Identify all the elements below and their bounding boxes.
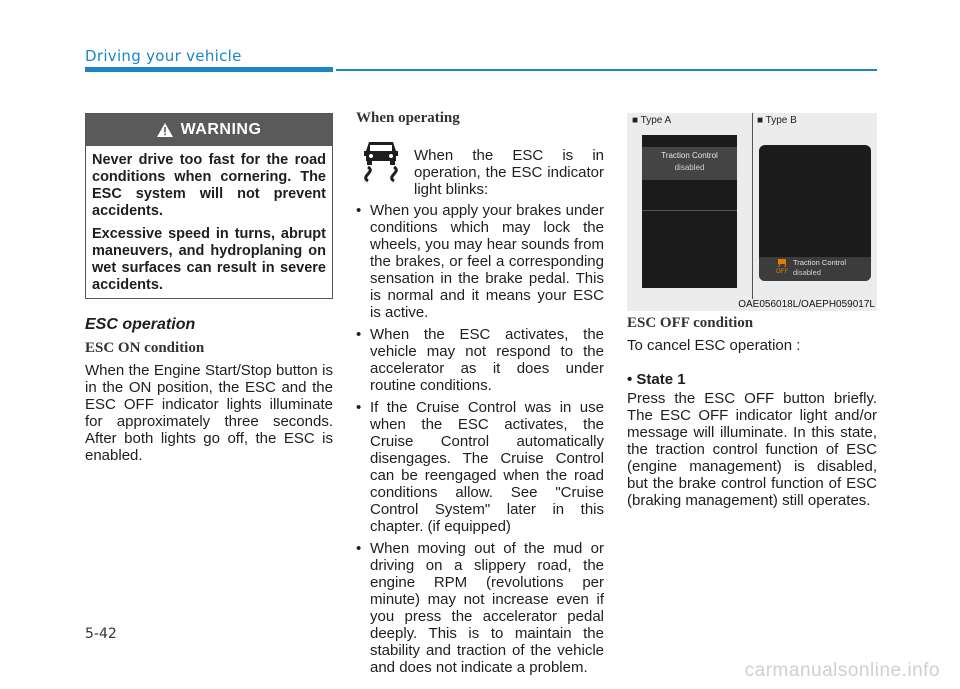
screen-a-message: Traction Control bbox=[661, 151, 718, 160]
warning-box bbox=[85, 113, 333, 299]
screen-b-message: Traction Control bbox=[793, 258, 847, 267]
column-esc-operation bbox=[85, 316, 333, 464]
screen-b-status: disabled bbox=[793, 268, 821, 277]
screen-a-status: disabled bbox=[674, 163, 705, 172]
section-header-title: Driving your vehicle bbox=[85, 47, 242, 65]
subheading-esc-off: ESC OFF condition bbox=[627, 315, 754, 331]
esc-off-intro: To cancel ESC operation : bbox=[627, 337, 801, 354]
state-label: • State 1 bbox=[627, 371, 686, 388]
esc-on-paragraph: When the Engine Start/Stop button is in the ON position, the ESC and the ESC OFF indicator lights illuminate for approximately three seconds. After both lights go off, the ESC is enabled. bbox=[85, 362, 333, 464]
when-operating-list bbox=[356, 202, 604, 676]
subheading-when-operating: When operating bbox=[356, 110, 460, 126]
warning-title: WARNING bbox=[180, 121, 262, 138]
cluster-screen-type-a bbox=[642, 135, 737, 288]
state-1-paragraph: Press the ESC OFF button briefly. The ESC OFF indicator light and/or message will illuminate. In this state, the traction control function of ESC (engine management) is disabled, but the brake control function of ESC (braking management) still operates. bbox=[627, 390, 877, 509]
subheading-esc-on: ESC ON condition bbox=[85, 340, 205, 356]
list-item: • If the Cruise Control was in use when the ESC activates, the Cruise Control automatically disengages. The Cruise Control can be reengaged when the road conditions allow. See "Cruise Control System" later in this chapter. (if equipped) bbox=[356, 399, 604, 535]
warning-paragraph: Excessive speed in turns, abrupt maneuvers, and hydroplaning on wet surfaces can result in severe accidents. bbox=[92, 226, 326, 293]
type-a-label: ■ Type A bbox=[632, 115, 672, 126]
header-rule-thick bbox=[85, 67, 333, 72]
warning-header bbox=[86, 114, 332, 146]
type-b-label: ■ Type B bbox=[757, 115, 797, 126]
esc-off-indicator-icon bbox=[777, 258, 787, 268]
watermark: carmanualsonline.info bbox=[744, 660, 940, 681]
figure-caption: OAE056018L/OAEPH059017L bbox=[738, 299, 875, 310]
cluster-screen-type-b bbox=[759, 145, 871, 281]
screen-b-off-label: OFF bbox=[776, 269, 788, 275]
figure-divider bbox=[752, 113, 753, 299]
esc-skid-icon bbox=[356, 134, 406, 184]
list-item: • When the ESC activates, the vehicle may not respond to the accelerator as it does under routine conditions. bbox=[356, 326, 604, 394]
list-item: • When moving out of the mud or driving on a slippery road, the engine RPM (revolutions per minute) may not increase even if you press the accelerator pedal deeply. This is to maintain the stability and traction of the vehicle and does not indicate a problem. bbox=[356, 540, 604, 676]
column-when-operating bbox=[356, 110, 604, 681]
cluster-display-figure bbox=[627, 113, 877, 311]
warning-body bbox=[86, 146, 332, 294]
section-title: ESC operation bbox=[85, 316, 196, 333]
list-item: • When you apply your brakes under conditions which may lock the wheels, you may hear sounds from the brakes, or feel a corresponding sensation in the brake pedal. This is normal and it means your ESC is active. bbox=[356, 202, 604, 321]
header-rule-thin bbox=[336, 69, 877, 71]
column-esc-off bbox=[627, 315, 877, 509]
page-number: 5-42 bbox=[85, 626, 117, 642]
warning-paragraph: Never drive too fast for the road conditions when cornering. The ESC system will not prevent accidents. bbox=[92, 152, 326, 219]
warning-triangle-icon bbox=[157, 123, 173, 137]
when-operating-intro: When the ESC is in operation, the ESC indicator light blinks: bbox=[414, 147, 604, 198]
